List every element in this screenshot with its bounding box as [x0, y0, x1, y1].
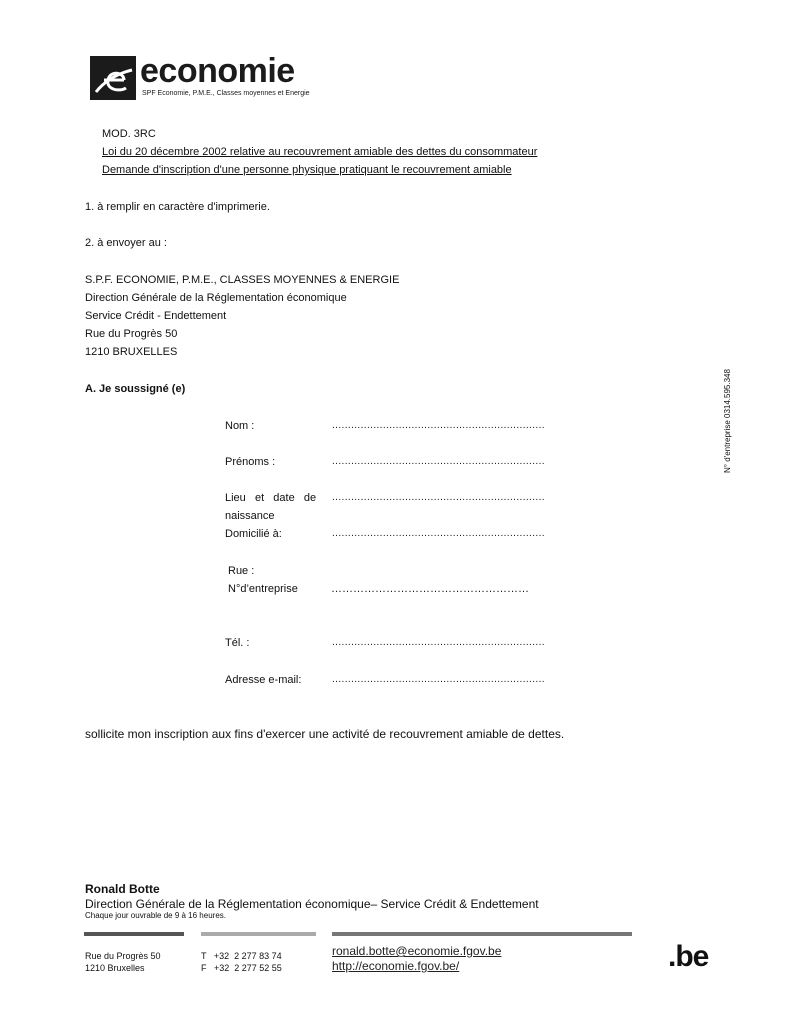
address-line-5: 1210 BRUXELLES: [85, 346, 178, 358]
footer-email-link[interactable]: ronald.botte@economie.fgov.be: [332, 944, 502, 958]
footer-divider-3: [332, 932, 632, 936]
footer-divider-2: [201, 932, 316, 936]
side-enterprise-number: N° d'entreprise 0314.595.348: [723, 369, 732, 473]
footer-contact-name: Ronald Botte: [85, 882, 160, 896]
law-title: Loi du 20 décembre 2002 relative au recouvrement amiable des dettes du consommateur: [102, 146, 538, 158]
footer-street: Rue du Progrès 50: [85, 951, 161, 961]
logo-mark-icon: [90, 56, 136, 100]
address-line-2: Direction Générale de la Réglementation économique: [85, 292, 347, 304]
address-line-3: Service Crédit - Endettement: [85, 310, 227, 322]
nom-field[interactable]: ...................................................................: [332, 420, 545, 431]
footer-city: 1210 Bruxelles: [85, 963, 145, 973]
prenoms-label: Prénoms :: [225, 456, 276, 468]
footer-department: Direction Générale de la Réglementation économique– Service Crédit & Endettement: [85, 897, 539, 911]
logo-swoosh-icon: [90, 56, 136, 100]
request-title: Demande d'inscription d'une personne physique pratiquant le recouvrement amiable: [102, 164, 512, 176]
lieu-date-field[interactable]: ...................................................................: [332, 492, 545, 503]
instruction-step-1: 1. à remplir en caractère d'imprimerie.: [85, 201, 270, 213]
footer-divider-1: [84, 932, 184, 936]
address-line-1: S.P.F. ECONOMIE, P.M.E., CLASSES MOYENNES & ENERGIE: [85, 274, 400, 286]
naissance-label: naissance: [225, 510, 275, 522]
domicile-label: Domicilié à:: [225, 528, 282, 540]
logo-wordmark: economie: [140, 52, 295, 90]
tel-label: Tél. :: [225, 637, 250, 649]
nom-label: Nom :: [225, 420, 255, 432]
entreprise-field[interactable]: ………………………………………………: [331, 583, 529, 595]
rue-label: Rue :: [228, 565, 255, 577]
footer-fax: F +32 2 277 52 55: [201, 963, 282, 973]
statement-text: sollicite mon inscription aux fins d'exercer une activité de recouvrement amiable de dettes.: [85, 727, 565, 741]
be-logo: .be: [668, 940, 709, 973]
footer-hours: Chaque jour ouvrable de 9 à 16 heures.: [85, 911, 226, 920]
email-label: Adresse e-mail:: [225, 674, 302, 686]
tel-field[interactable]: ...................................................................: [332, 637, 545, 648]
footer-phone: T +32 2 277 83 74: [201, 951, 282, 961]
prenoms-field[interactable]: ...................................................................: [332, 456, 545, 467]
lieu-date-label: Lieu et date de: [225, 492, 317, 504]
form-model-code: MOD. 3RC: [102, 128, 156, 140]
instruction-step-2: 2. à envoyer au :: [85, 237, 167, 249]
email-field[interactable]: ...................................................................: [332, 674, 545, 685]
domicile-field[interactable]: ...................................................................: [332, 528, 545, 539]
address-line-4: Rue du Progrès 50: [85, 328, 178, 340]
section-a-title: A. Je soussigné (e): [85, 383, 186, 395]
entreprise-label: N°d’entreprise: [228, 583, 298, 595]
logo-subtitle: SPF Economie, P.M.E., Classes moyennes et Energie: [142, 90, 310, 97]
footer-website-link[interactable]: http://economie.fgov.be/: [332, 959, 460, 973]
